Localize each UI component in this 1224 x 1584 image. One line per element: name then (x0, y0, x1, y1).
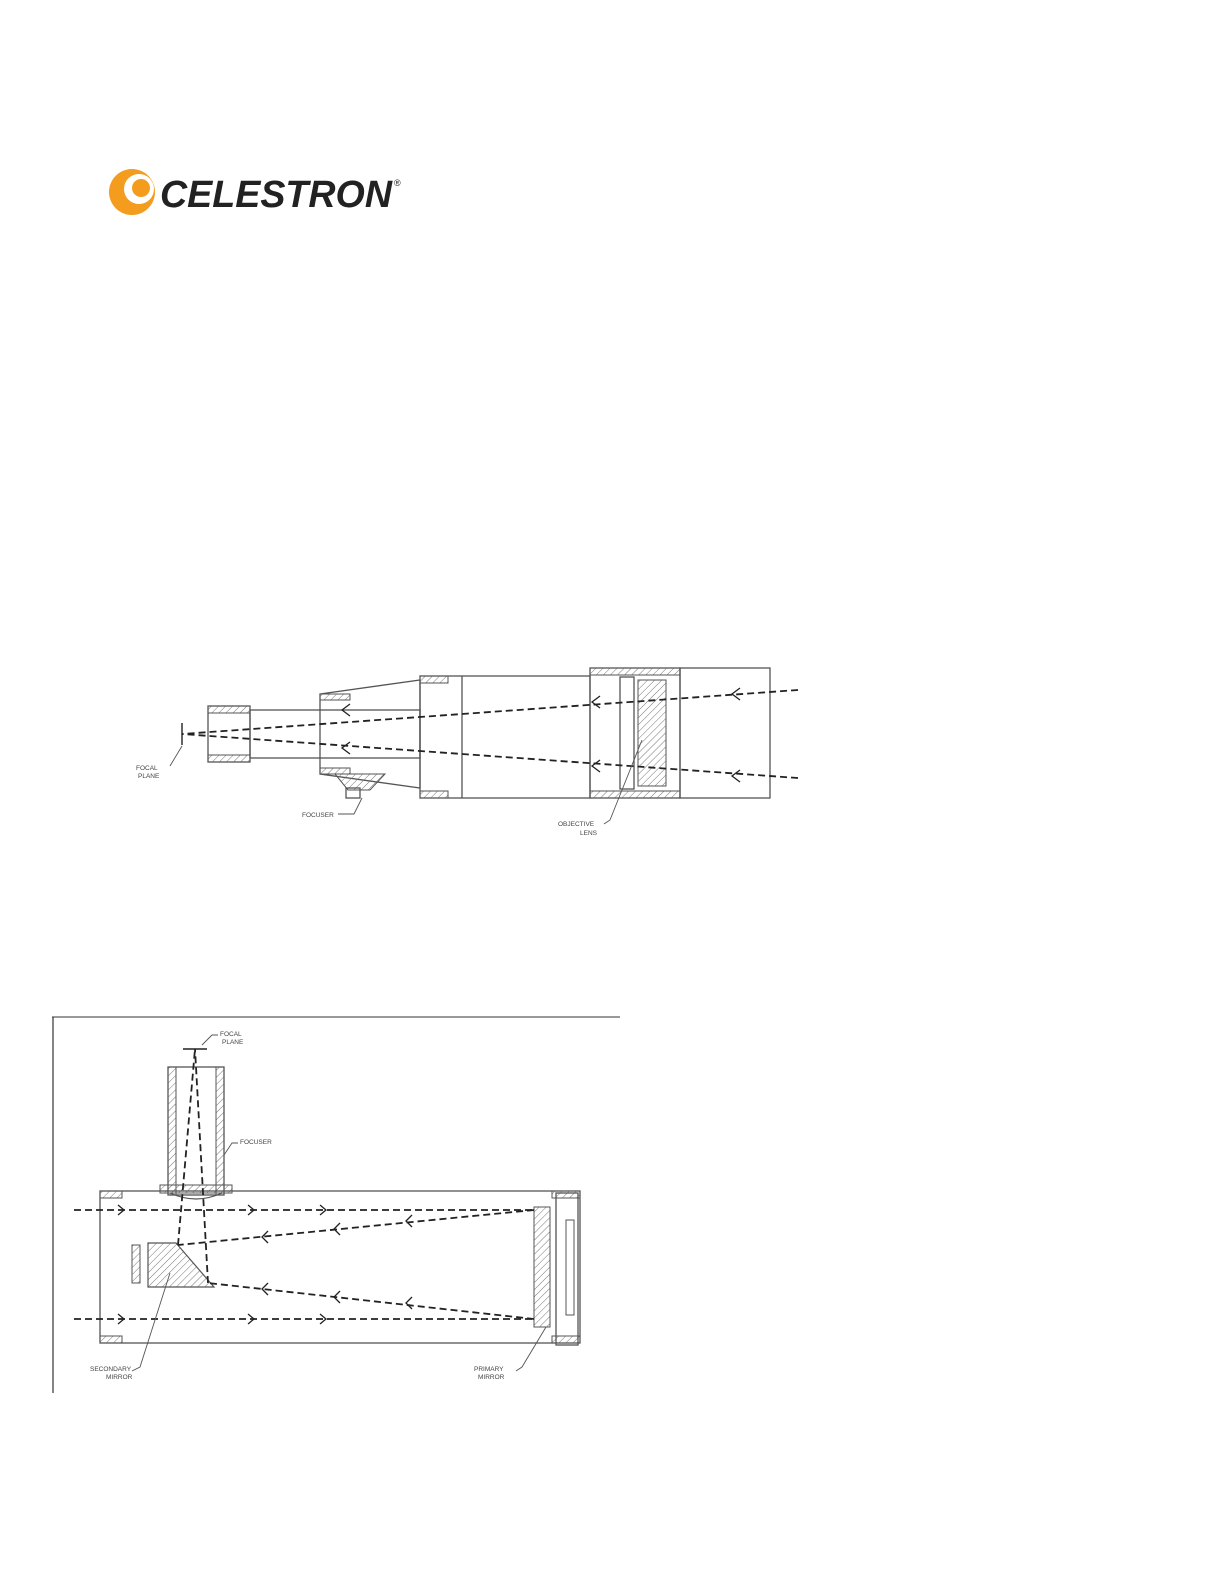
primary-mirror (534, 1193, 578, 1345)
svg-text:LENS: LENS (580, 830, 597, 837)
svg-text:PRIMARY: PRIMARY (474, 1366, 504, 1373)
svg-text:MIRROR: MIRROR (478, 1374, 505, 1381)
svg-text:FOCAL: FOCAL (220, 1031, 242, 1038)
newtonian-telescope-diagram (52, 1015, 622, 1395)
svg-text:PLANE: PLANE (138, 773, 160, 780)
focuser-label (224, 1139, 272, 1155)
main-tube (420, 676, 590, 798)
svg-text:PLANE: PLANE (222, 1039, 244, 1046)
light-rays (182, 688, 798, 782)
svg-text:FOCUSER: FOCUSER (240, 1139, 272, 1146)
focuser-label (302, 798, 362, 819)
celestron-logo (108, 166, 408, 218)
focal-plane-label (202, 1031, 244, 1046)
objective-cell (590, 668, 770, 798)
svg-text:MIRROR: MIRROR (106, 1374, 133, 1381)
svg-text:OBJECTIVE: OBJECTIVE (558, 821, 595, 828)
secondary-mirror-label (90, 1273, 170, 1381)
light-rays (74, 1049, 534, 1324)
svg-text:FOCAL: FOCAL (136, 765, 158, 772)
svg-text:FOCUSER: FOCUSER (302, 812, 334, 819)
celestron-swoosh-icon (109, 169, 155, 215)
refractor-telescope-diagram (130, 660, 810, 845)
focuser-assembly (160, 1067, 232, 1199)
secondary-mirror (132, 1243, 214, 1287)
focal-plane-label (136, 746, 182, 780)
logo-wordmark: CELESTRON (160, 174, 394, 216)
eyepiece-tube (208, 706, 420, 762)
primary-mirror-label (474, 1327, 546, 1381)
svg-text:SECONDARY: SECONDARY (90, 1366, 132, 1373)
focuser-body (320, 680, 420, 798)
logo-registered-mark: ® (394, 178, 401, 188)
